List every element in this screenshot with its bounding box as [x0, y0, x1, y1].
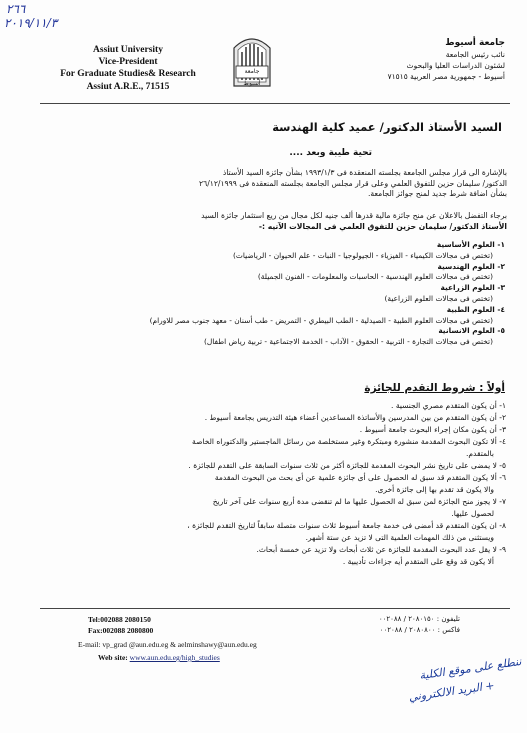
- condition-line: ٣- أن يكون مكان إجراء البحوث جامعة أسيوط .: [359, 425, 506, 434]
- condition-line: بالمتقدم.: [465, 449, 494, 458]
- header-ar-line2: نائب رئيس الجامعة: [445, 50, 505, 59]
- footer-tel: Tel:002088 2080150: [88, 615, 151, 624]
- university-logo: [228, 26, 276, 98]
- footer-email[interactable]: E-mail: vp_grad @aun.edu.eg & aelminshawy@aun.edu.eg: [78, 640, 257, 649]
- field-detail: (تختص فى مجالات الكيمياء - الفيزياء - الجيولوجيا - النبات - علم الحيوان - الرياضيات): [233, 250, 493, 260]
- paragraph-2: [52, 211, 507, 232]
- condition-line: ٨- ان يكون المتقدم قد أمضى فى خدمة جامعة أسيوط ثلاث سنوات متصلة سابقاً لتاريخ التقدم للجائزة ،: [187, 521, 506, 530]
- condition-line: ٧- لا يجوز منح الجائزة لمن سبق له الحصول عليها ما لم تنقضى مدة أربع سنوات على آخر تاريخ: [212, 497, 506, 506]
- conditions-heading: أولاً : شروط التقدم للجائزة: [364, 382, 505, 394]
- handwritten-note: [332, 652, 526, 718]
- para2-line2: الأستاذ الدكتور/ سليمان حزين للتفوق العلمي فى المجالات الآتيه :-: [258, 221, 507, 231]
- handwritten-ref-date: ٢٠١٩/١١/٣: [4, 16, 58, 30]
- conditions-list: [44, 400, 506, 568]
- condition-line: ٩- لا يقل عدد البحوث المقدمة للجائزة عن ثلاث أبحاث ولا تزيد عن خمسة أبحاث.: [256, 545, 506, 554]
- header-ar-line3: لشئون الدراسات العليا والبحوث: [406, 61, 505, 70]
- field-detail: (تختص فى مجالات العلوم الهندسية - الحاسبات والمعلومات - الفنون الجميلة): [257, 272, 493, 282]
- para2-line1: برجاء التفضل بالاعلان عن منح جائزة مالية قدرها ألف جنيه لكل مجال من ريع استثمار جائزة السيد: [201, 211, 507, 220]
- header-ar: [300, 38, 505, 82]
- condition-line: ألا يكون قد وقع على المتقدم أيه جزاءات تأديبية .: [342, 557, 494, 566]
- handwritten-note-line1: ننطلع على موقع الكلية: [418, 654, 523, 683]
- header-ar-line4: أسيوط - جمهورية مصر العربية ٧١٥١٥: [387, 72, 505, 81]
- header-ar-line1: جامعة أسيوط: [445, 38, 505, 48]
- condition-line: ٦- ألا يكون المتقدم قد سبق له الحصول على أى جائزة علمية عن أى بحث من البحوث المقدمة: [214, 473, 506, 482]
- condition-line: ٢- أن يكون المتقدم من بين المدرسين والأساتذة المساعدين أعضاء هيئة التدريس بجامعة أسيوط .: [204, 413, 506, 422]
- header-en-line1: Assiut University: [93, 45, 163, 55]
- field-detail: (تختص فى مجالات العلوم الطبية - الصيدلية - الطب البيطري - التمريض - طب أسنان - معهد جنوب مصر للاورام): [149, 315, 493, 325]
- condition-line: لحصول عليها.: [451, 509, 494, 518]
- condition-line: والا يكون قد تقدم بها إلى جائزة أخرى.: [375, 485, 494, 494]
- field-title: ٥- العلوم الانسانية: [438, 326, 505, 336]
- footer-website-link[interactable]: www.aun.edu.eg/high_studies: [129, 653, 220, 662]
- paragraph-1: [52, 168, 507, 200]
- field-title: ١- العلوم الأساسية: [436, 240, 505, 249]
- para1-line3: بشأن اضافة شرط جديد لمنح جوائز الجامعة.: [368, 189, 507, 198]
- footer-tel-ar: تليفون : ٢٠٨٠١٥٠ / ٠٠٢٠٨٨: [378, 615, 460, 623]
- footer-en: [78, 614, 338, 663]
- handwritten-ref-number: ٢٦٦: [6, 2, 26, 16]
- footer-website-row: [98, 652, 338, 663]
- logo-caption: جامعة أسيوط: [243, 68, 261, 87]
- footer-fax: Fax:002088 2080800: [88, 626, 154, 635]
- para1-line2: الدكتور/ سليمان حزين للتفوق العلمي وعلى قرار مجلس الجامعة بجلسته المنعقدة فى ٢٦/١٢/١٩٩٩: [199, 178, 507, 188]
- footer-ar: [330, 614, 460, 636]
- footer-website-label: Web site:: [98, 653, 128, 662]
- header-en-line3: For Graduate Studies& Research: [60, 69, 196, 79]
- condition-line: ويستثنى من ذلك المهمات العلمية التى لا تزيد عن ستة أشهر.: [305, 533, 494, 542]
- header-en-line2: Vice-President: [98, 57, 158, 67]
- field-detail: (تختص فى مجالات العلوم الزراعية): [384, 293, 493, 303]
- field-title: ٣- العلوم الزراعية: [440, 283, 505, 293]
- greeting: تحية طيبة وبعد ....: [289, 148, 372, 158]
- fields-list: [60, 240, 505, 348]
- header-en: [28, 44, 228, 93]
- addressee: السيد الأستاذ الدكتور/ عميد كلية الهندسة: [272, 120, 502, 134]
- footer-divider: [40, 608, 510, 609]
- condition-line: ١- أن يكون المتقدم مصري الجنسية .: [391, 401, 506, 410]
- field-title: ٤- العلوم الطبية: [446, 304, 505, 314]
- header-en-line4: Assiut A.R.E., 71515: [86, 82, 170, 92]
- para1-line1: بالإشارة الى قرار مجلس الجامعة بجلسته المنعقدة فى ١٩٩٣/١/٣ بشأن جائزة السيد الأستاذ: [222, 168, 507, 177]
- condition-line: ٤- ألا تكون البحوث المقدمة منشورة ومبتكرة وغير مستخلصة من رسائل الماجستير والدكتوراه الخاصة: [192, 437, 506, 446]
- handwritten-note-line2: + البريد الالكتروني: [407, 678, 496, 704]
- field-detail: (تختص فى مجالات التجارة - التربية - الحقوق - الآداب - الخدمة الاجتماعية - تربية رياض اطفال): [203, 337, 493, 347]
- header-divider: [40, 103, 510, 104]
- condition-line: ٥- لا يمضى على تاريخ نشر البحوث المقدمة للجائزة أكثر من ثلاث سنوات السابقة على التقدم للجائزة .: [188, 461, 506, 470]
- footer-fax-ar: فاكس : ٢٠٨٠٨٠٠ / ٠٠٢٠٨٨: [379, 626, 460, 634]
- field-title: ٢- العلوم الهندسية: [437, 261, 505, 271]
